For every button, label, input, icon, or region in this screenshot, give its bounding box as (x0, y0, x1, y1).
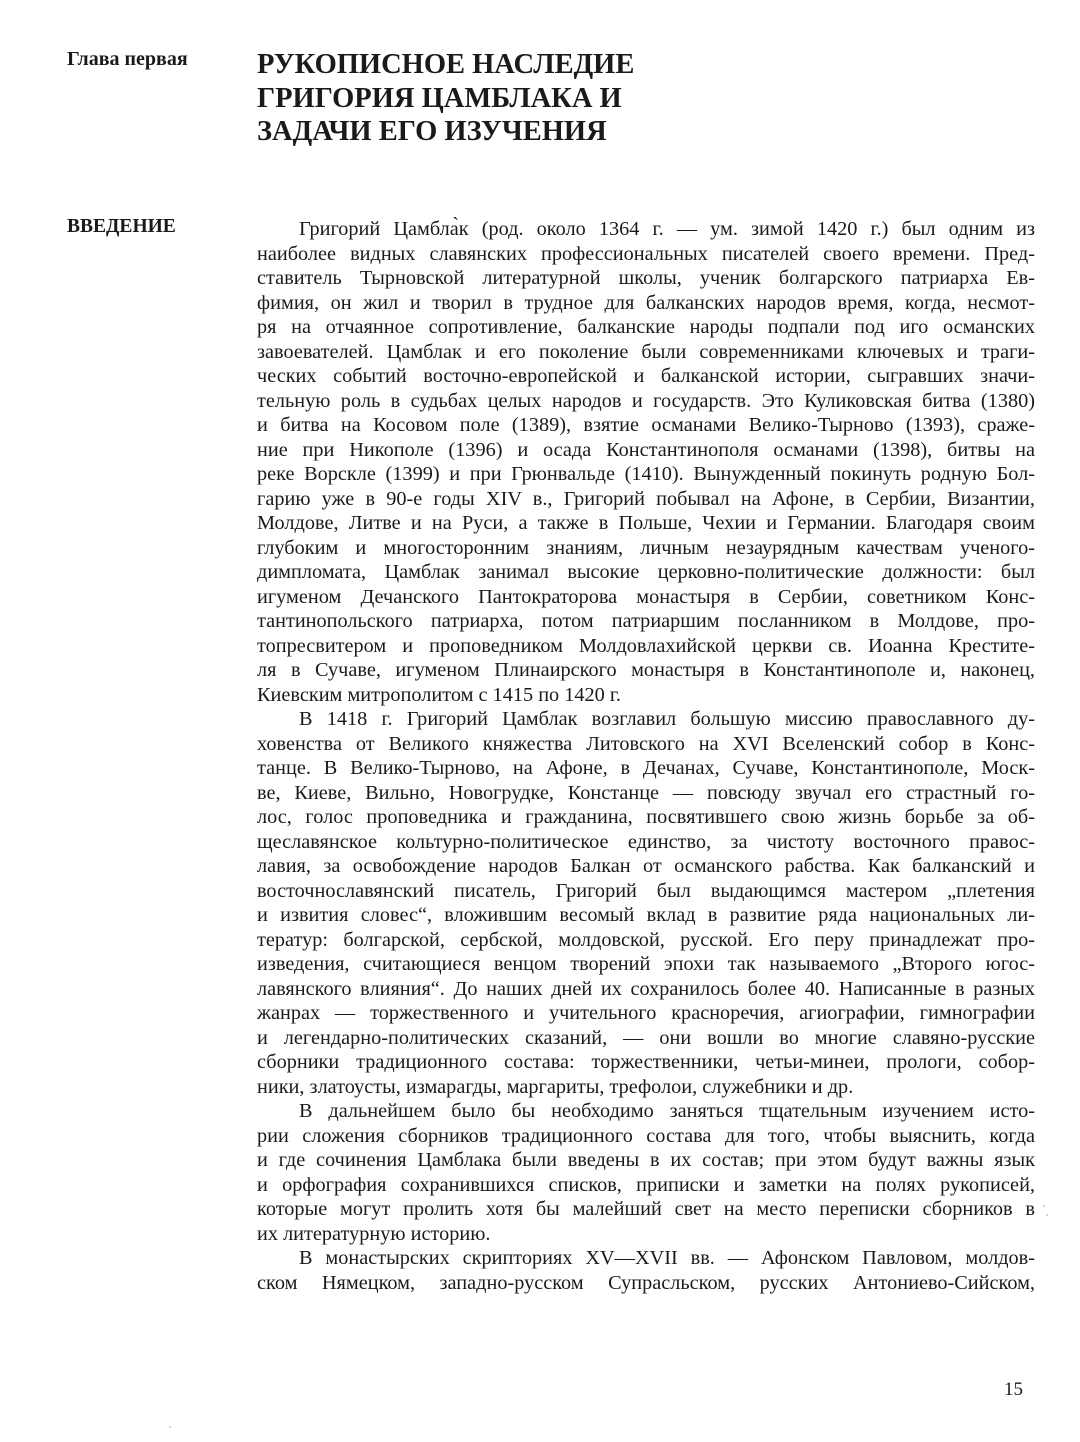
text-line: В дальнейшем было бы необходимо заняться тщательным изучением исто- (299, 1100, 1035, 1122)
text-line: и орфография сохранившихся списков, приписки и заметки на полях рукописей, (257, 1173, 1035, 1196)
scan-speck (1046, 1214, 1048, 1216)
text-line: лавия, за освобождение народов Балкан от османского рабства. Как балканский и (257, 855, 1035, 877)
scan-speck (1043, 1205, 1045, 1207)
text-line: щеславянское кольтурно-политическое единство, за чистоту восточного правос- (257, 830, 1035, 853)
text-line: и битва на Косовом поле (1389), взятие османами Велико-Тырново (1393), сраже- (257, 414, 1035, 436)
text-line: их литературную историю. (257, 1222, 491, 1245)
text-line: тератур: болгарской, сербской, молдовской, русской. Его перу принадлежат про- (257, 928, 1035, 951)
text-line: ве, Киеве, Вильно, Новогрудке, Констанце — повсюду звучал его страстный го- (257, 781, 1035, 804)
paragraph (257, 707, 1035, 1099)
text-line: танце. В Велико-Тырново, на Афоне, в Дечанах, Сучаве, Константинополе, Моск- (257, 757, 1035, 779)
text-line: лавянского влияния“. До наших дней их сохранилось более 40. Написанные в разных (257, 977, 1035, 1000)
text-line: ля в Сучаве, игуменом Плинаирского монастыря в Константинополе и, наконец, (257, 659, 1035, 681)
text-line: тантинопольского патриарха, потом патриаршим посланником в Молдове, про- (257, 610, 1035, 632)
paragraph (257, 217, 1035, 707)
body-text (257, 217, 1035, 1295)
chapter-label: Глава первая (67, 48, 188, 70)
paragraph (257, 1099, 1035, 1246)
text-line: ческих событий восточно-европейской и балканской истории, сыгравших значи- (257, 365, 1035, 387)
text-line: восточнославянский писатель, Григорий был выдающимся мастером „плетения (257, 879, 1035, 902)
chapter-title-line: РУКОПИСНОЕ НАСЛЕДИЕ (257, 49, 635, 80)
text-line: гарию уже в 90-е годы XIV в., Григорий побывал на Афоне, в Сербии, Византии, (257, 487, 1035, 510)
text-line: Молдове, Литве и на Руси, а также в Польше, Чехии и Германии. Благодаря своим (257, 512, 1035, 534)
text-line: ставитель Тырновской литературной школы, ученик болгарского патриарха Ев- (257, 267, 1035, 289)
text-line: ние при Никополе (1396) и осада Константинополя османами (1398), битвы на (257, 438, 1035, 461)
section-label: ВВЕДЕНИЕ (67, 216, 176, 237)
text-line: и легендарно-политических сказаний, — они вошли во многие славяно-русские (257, 1026, 1035, 1049)
text-line: рии сложения сборников традиционного состава для того, чтобы выяснить, когда (257, 1124, 1035, 1147)
text-line: ря на отчаянное сопротивление, балканские народы подпали под иго османских (257, 316, 1035, 338)
text-line: димпломата, Цамблак занимал высокие церковно-политические должности: был (257, 561, 1035, 583)
text-line: завоевателей. Цамблак и его поколение были современниками ключевых и траги- (257, 340, 1035, 363)
text-line: тельную роль в судьбах целых народов и государств. Это Куликовская битва (1380) (257, 389, 1035, 412)
text-line: лос, голос проповедника и гражданина, посвятившего свою жизнь борьбе за об- (257, 806, 1035, 828)
text-line: ховенства от Великого княжества Литовского на XVI Вселенский собор в Конс- (257, 732, 1035, 755)
text-line: наиболее видных славянских профессиональных писателей своего времени. Пред- (257, 242, 1035, 265)
text-line: изведения, считающиеся венцом творений эпохи так называемого „Второго югос- (257, 953, 1035, 975)
text-line: ском Нямецком, западно-русском Супрасльском, русских Антониево-Сийском, (257, 1271, 1035, 1294)
text-line: ники, златоусты, измарагды, маргариты, трефолои, служебники и др. (257, 1075, 854, 1098)
text-line: глубоким и многосторонним знаниям, личным незаурядным качествам ученого- (257, 536, 1035, 559)
text-line: и где сочинения Цамблака были введены в их состав; при этом будут важны язык (257, 1149, 1035, 1171)
text-line: сборники традиционного состава: торжественники, четьи-минеи, прологи, собор- (257, 1051, 1035, 1073)
scan-speck (169, 1426, 171, 1428)
chapter-title (257, 48, 957, 149)
text-line: реке Ворскле (1399) и при Грюнвальде (1410). Вынужденный покинуть родную Бол- (257, 463, 1035, 485)
page-number: 15 (1004, 1379, 1023, 1400)
text-line: Григорий Цамбла̀к (род. около 1364 г. — ум. зимой 1420 г.) был одним из (299, 218, 1035, 240)
text-line: жанрах — торжественного и учительного красноречия, агиографии, гимнографии (257, 1002, 1035, 1024)
text-line: Киевским митрополитом с 1415 по 1420 г. (257, 683, 621, 706)
text-line: и извития словес“, вложившим весомый вклад в развитие ряда национальных ли- (257, 904, 1035, 926)
text-line: которые могут пролить хотя бы малейший свет на место переписки сборников в (257, 1198, 1035, 1220)
text-line: топресвитером и проповедником Молдовлахийской церкви св. Иоанна Крестите- (257, 634, 1035, 657)
chapter-title-line: ГРИГОРИЯ ЦАМБЛАКА И (257, 82, 622, 114)
text-line: В монастырских скрипториях XV—XVII вв. — Афонском Павловом, молдов- (299, 1247, 1035, 1269)
text-line: фимия, он жил и творил в трудное для балканских народов время, когда, несмот- (257, 291, 1035, 314)
chapter-title-line: ЗАДАЧИ ЕГО ИЗУЧЕНИЯ (257, 116, 607, 147)
text-line: игуменом Дечанского Пантократорова монастыря в Сербии, советником Конс- (257, 585, 1035, 608)
paragraph (257, 1246, 1035, 1295)
text-line: В 1418 г. Григорий Цамблак возглавил большую миссию православного ду- (299, 708, 1035, 730)
